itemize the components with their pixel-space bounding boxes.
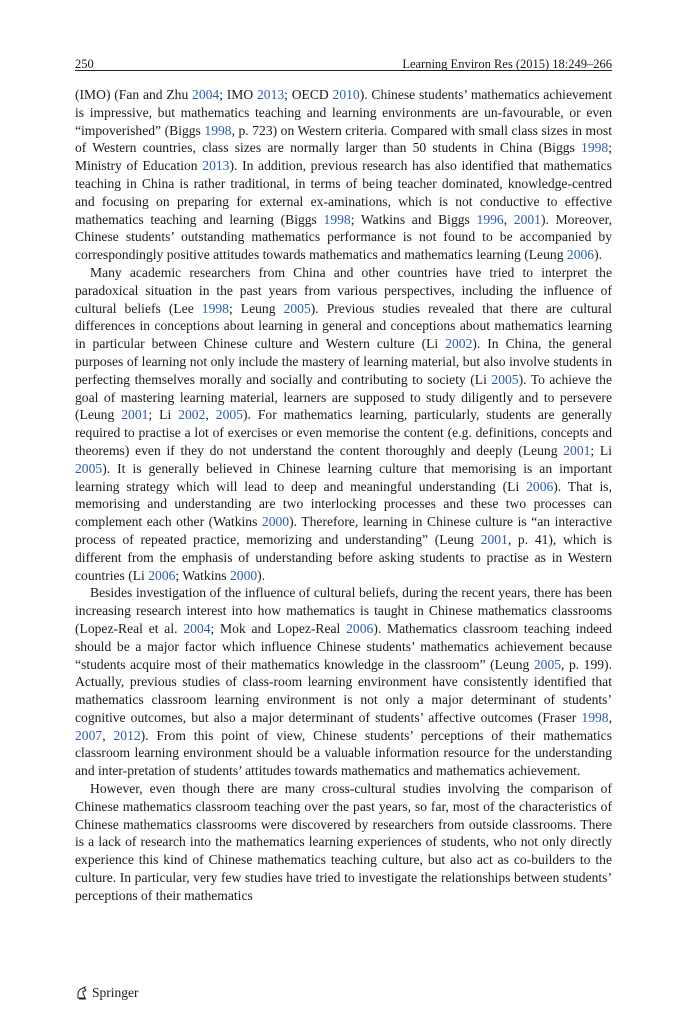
citation-link[interactable]: 2005 — [491, 371, 519, 387]
footer — [75, 985, 139, 1001]
citation-link[interactable]: 1998 — [204, 122, 232, 138]
citation-link[interactable]: 1998 — [581, 140, 609, 156]
citation-link[interactable]: 2005 — [215, 407, 243, 423]
text-run: ). To achieve the goal of mastering learning material, learners are supposed to study diligently and to persevere (Leung — [75, 371, 613, 423]
citation-link[interactable]: 2005 — [75, 460, 103, 476]
text-run: ). For mathematics learning, particularly, students are generally required to practise a lot of exercises or even memorise the content (e.g. definitions, concepts and theorems) even if they do not understand the content thoroughly and deeply (Leung — [75, 407, 613, 458]
citation-link[interactable]: 2006 — [566, 247, 595, 263]
page-number: 250 — [75, 57, 94, 71]
citation-link[interactable]: 2001 — [513, 211, 541, 227]
text-run: However, even though there are many cross-cultural studies involving the comparison of Chinese mathematics classroom teaching over the past years, so far, most of the characteristics of Chinese mathematics classrooms were discovered by researchers from outside classrooms. There is a lack of research into the mathematics learning experiences of students, who not only directly experience this kind of Chinese mathematics teaching culture, but also act as co-builders to the culture. In particular, very few studies have tried to investigate the relationships between students’ perceptions of their mathematics — [75, 781, 612, 903]
citation-link[interactable]: 2013 — [202, 158, 230, 174]
text-run: ; Li — [590, 442, 612, 458]
text-run: ). Previous studies revealed that there are cultural differences in conceptions about learning in general and conceptions about mathematics learning in particular between Chinese culture and Western culture (Li — [75, 300, 612, 352]
citation-link[interactable]: 1998 — [323, 211, 351, 227]
text-run: ; OECD — [284, 87, 333, 102]
text-run: ). Chinese students’ mathematics achievement is impressive, but mathematics teaching and learning environments are un-favourable, or even “impoverished” (Biggs — [75, 87, 612, 138]
text-run: , p. 199). Actually, previous studies of class-room learning environment have consistently identified that mathematics classroom learning environment is not only a major determinant of students’ cognitive outcomes, but also a major determinant of students’ affective outcomes (Fraser — [75, 656, 612, 725]
text-run: ). It is generally believed in Chinese learning culture that memorising is an important learning strategy which will lead to deep and meaningful understanding (Li — [75, 460, 612, 494]
header-rule — [75, 70, 612, 71]
text-run: , — [102, 727, 114, 743]
text-run: Besides investigation of the influence of cultural beliefs, during the recent years, there has been increasing research interest into how mathematics is taught in Chinese mathematics classrooms (Lopez-Real et al. — [75, 585, 612, 636]
text-run: ). In addition, previous research has also identified that mathematics teaching in China is rather traditional, in terms of being teacher dominated, knowledge-centred and focusing on preparing for external ex-aminations, which is not conductive to effective mathematics teaching and learning (Biggs — [75, 158, 612, 227]
springer-horse-icon — [75, 986, 89, 1000]
text-run: , p. 41), which is different from the emphasis of understanding before asking students to practise as in Western countries (Li — [75, 531, 612, 583]
citation-link[interactable]: 2006 — [346, 620, 374, 636]
text-run: ; Ministry of Education — [75, 140, 612, 174]
text-run: ; Li — [148, 407, 179, 423]
citation-link[interactable]: 2013 — [256, 87, 285, 102]
citation-link[interactable]: 2001 — [121, 407, 149, 423]
journal-citation: Learning Environ Res (2015) 18:249–266 — [402, 57, 612, 71]
text-run: ). From this point of view, Chinese students’ perceptions of their mathematics classroom learning environment should be a valuable information resource for the understanding and inter-pretation of students’ attitudes towards mathematics and mathematics achievement. — [75, 727, 613, 779]
citation-link[interactable]: 1998 — [201, 300, 229, 316]
citation-link[interactable]: 2005 — [533, 656, 562, 672]
citation-link[interactable]: 2004 — [183, 620, 211, 636]
text-run: ). That is, memorising and understanding are two interlocking processes and these two processes can complement each other (Watkins — [75, 478, 612, 530]
text-run: ). Mathematics classroom teaching indeed should be a major factor which influence Chinese students’ mathematics achievement because “students acquire most of their mathematics knowledge in the classroom” (Leung — [75, 620, 612, 672]
text-run: ; Leung — [228, 300, 284, 316]
text-run: , — [503, 211, 514, 227]
paragraph — [75, 780, 612, 905]
citation-link[interactable]: 2001 — [563, 442, 591, 458]
text-run: ; Watkins and Biggs — [350, 211, 477, 227]
text-run: ; Mok and Lopez-Real — [210, 620, 347, 636]
citation-link[interactable]: 1996 — [476, 211, 504, 227]
publisher-name: Springer — [92, 985, 139, 1000]
text-run: ). Therefore, learning in Chinese culture is “an interactive process of repeated practice, memorizing and understanding” (Leung — [75, 514, 612, 547]
text-run: , p. 723) on Western criteria. Compared with small class sizes in most of Western countries, class sizes are normally larger than 50 students in China (Biggs — [75, 122, 612, 156]
citation-link[interactable]: 2001 — [480, 531, 508, 547]
text-run: , — [205, 407, 216, 423]
citation-link[interactable]: 2012 — [113, 727, 141, 743]
text-run: , — [608, 709, 612, 725]
citation-link[interactable]: 2006 — [148, 567, 176, 583]
citation-link[interactable]: 2002 — [178, 407, 206, 423]
citation-link[interactable]: 2004 — [192, 87, 220, 102]
text-run: ). — [257, 567, 266, 583]
text-run: (IMO) (Fan and Zhu — [75, 87, 193, 102]
article-body — [75, 86, 612, 905]
paragraph — [75, 264, 612, 584]
running-header — [75, 52, 612, 72]
text-run: ). In China, the general purposes of learning not only include the mastery of learning material, but also involve students in perfecting themselves morally and socially and contributing to society (Li — [75, 336, 612, 387]
text-run: ). Moreover, Chinese students’ outstanding mathematics performance is not found to be accompanied by correspondingly positive attitudes towards mathematics and mathematics learning (Leung — [75, 211, 613, 263]
citation-link[interactable]: 2002 — [445, 336, 473, 352]
citation-link[interactable]: 2010 — [332, 87, 360, 102]
text-run: ). — [594, 247, 603, 263]
citation-link[interactable]: 2000 — [229, 567, 258, 583]
citation-link[interactable]: 2006 — [526, 478, 554, 494]
citation-link[interactable]: 2007 — [75, 727, 103, 743]
citation-link[interactable]: 1998 — [581, 709, 609, 725]
text-run: ; Watkins — [175, 567, 230, 583]
citation-link[interactable]: 2005 — [283, 300, 311, 316]
text-run: ; IMO — [219, 87, 257, 102]
text-run: Many academic researchers from China and other countries have tried to interpret the paradoxical situation in the past years from various perspectives, including the influence of cultural beliefs (Lee — [75, 264, 612, 316]
paragraph — [75, 584, 612, 780]
citation-link[interactable]: 2000 — [261, 514, 290, 530]
paragraph — [75, 86, 612, 264]
